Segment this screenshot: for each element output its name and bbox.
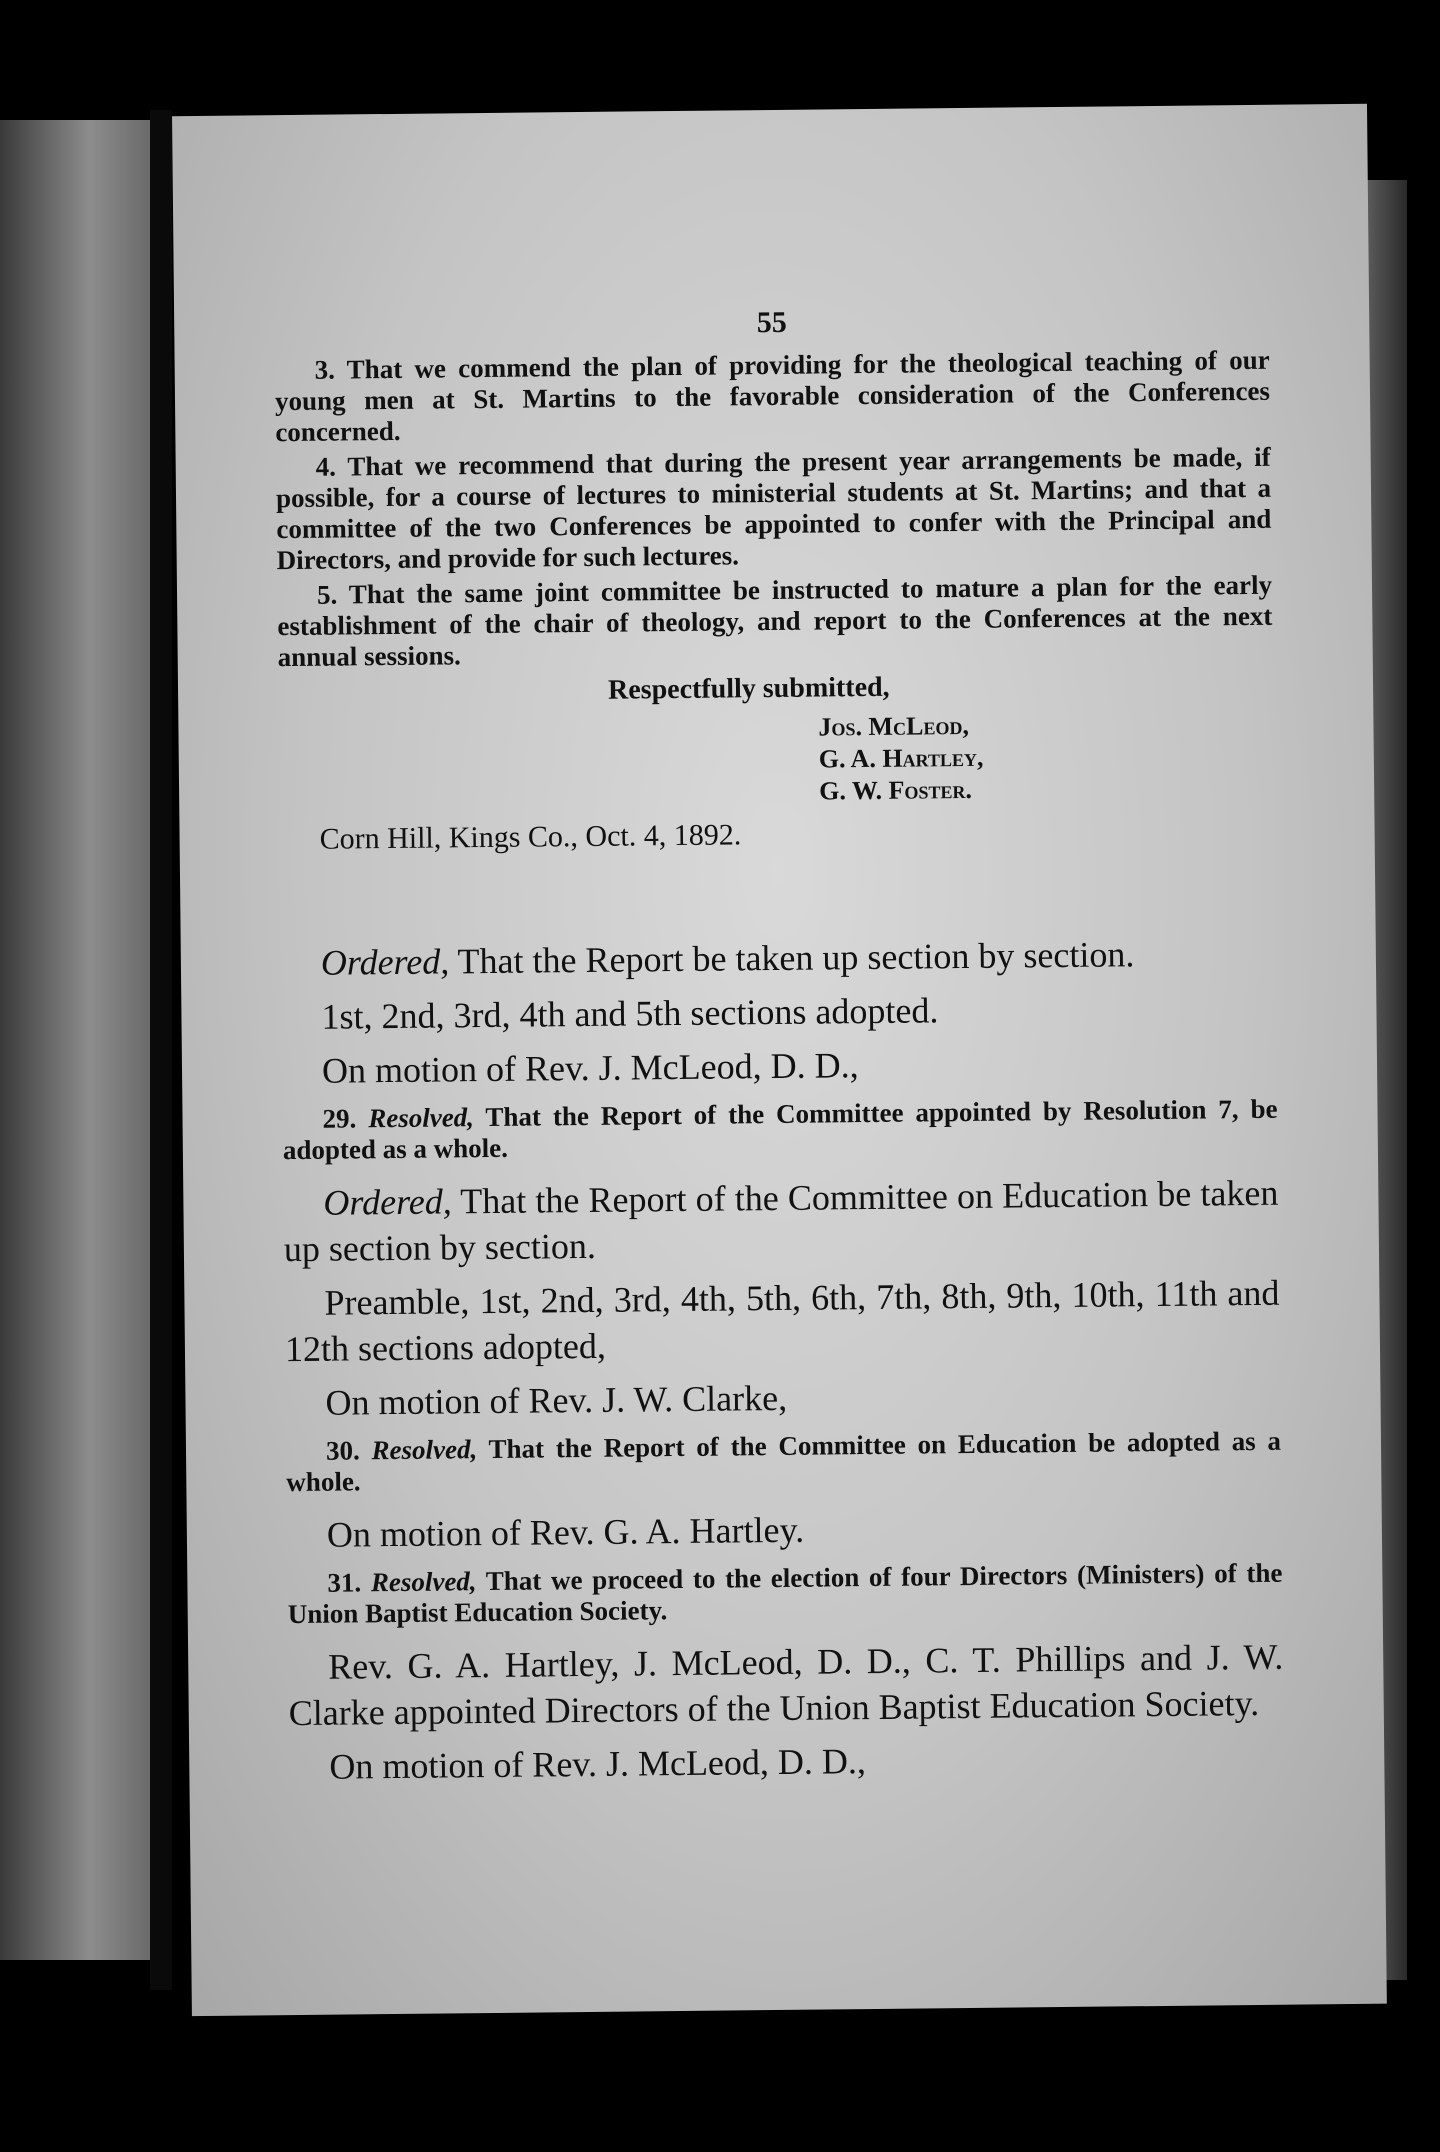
report-item-3: 3. That we commend the plan of providing for the theological teaching of our young men at St. Martins to the favorable consideration of the Conferences concerned. bbox=[274, 344, 1271, 448]
ordered-paragraph-1 bbox=[281, 930, 1276, 986]
ordered-text: That the Report be taken up section by section. bbox=[449, 934, 1135, 982]
signer-1: Jos. McLeod, bbox=[818, 710, 970, 742]
resolution-number: 30. bbox=[325, 1435, 372, 1466]
resolved-label: Resolved, bbox=[370, 1566, 477, 1598]
resolution-text: That the Report of the Committee appointed by Resolution 7, be adopted as a whole. bbox=[282, 1093, 1278, 1166]
resolution-number: 31. bbox=[327, 1567, 372, 1598]
facing-page-edge bbox=[0, 120, 150, 1960]
report-section bbox=[275, 345, 1275, 873]
signer-2: G. A. Hartley, bbox=[818, 742, 984, 774]
ordered-label: Ordered, bbox=[323, 1181, 452, 1223]
resolution-text: That we proceed to the election of four Directors (Ministers) of the Union Baptist Education Society. bbox=[287, 1557, 1283, 1630]
report-item-4: 4. That we recommend that during the present year arrangements be made, if possible, for a course of lectures to ministerial students at St. Martins; and that a committee of the two Conferences be appointed to confer with the Principal and Directors, and provide for such lectures. bbox=[275, 441, 1272, 576]
signers bbox=[278, 707, 1274, 813]
book-gutter bbox=[150, 110, 172, 1990]
resolution-text: That the Report of the Committee on Education be adopted as a whole. bbox=[286, 1425, 1282, 1498]
resolution-30 bbox=[286, 1426, 1282, 1498]
dateline: Corn Hill, Kings Co., Oct. 4, 1892. bbox=[319, 818, 742, 856]
motion-2: On motion of Rev. J. W. Clarke, bbox=[325, 1377, 788, 1423]
motion-4: On motion of Rev. J. McLeod, D. D., bbox=[329, 1741, 867, 1787]
signer-3: G. W. Foster. bbox=[818, 774, 973, 806]
respectfully-submitted: Respectfully submitted, bbox=[607, 671, 890, 706]
resolution-29 bbox=[282, 1094, 1278, 1166]
motion-3: On motion of Rev. G. A. Hartley. bbox=[326, 1509, 805, 1555]
resolution-number: 29. bbox=[322, 1103, 369, 1134]
page-number: 55 bbox=[756, 305, 787, 340]
ordered-paragraph-2 bbox=[283, 1170, 1279, 1272]
resolution-31 bbox=[287, 1558, 1283, 1630]
report-item-5: 5. That the same joint committee be instructed to mature a plan for the early establishment of the chair of theology, and report to the Conferences at the next annual sessions. bbox=[277, 569, 1273, 673]
book-page bbox=[172, 104, 1387, 2016]
ordered-label: Ordered, bbox=[320, 941, 450, 983]
resolved-label: Resolved, bbox=[371, 1434, 478, 1466]
resolved-label: Resolved, bbox=[368, 1102, 475, 1134]
directors-appointed: Rev. G. A. Hartley, J. McLeod, D. D., C. T. Phillips and J. W. Clarke appointed Directors of the Union Baptist Education Society. bbox=[288, 1636, 1284, 1734]
sections-adopted-1: 1st, 2nd, 3rd, 4th and 5th sections adopted. bbox=[321, 990, 939, 1037]
motion-1: On motion of Rev. J. McLeod, D. D., bbox=[321, 1045, 859, 1091]
sections-adopted-2: Preamble, 1st, 2nd, 3rd, 4th, 5th, 6th, 7th, 8th, 9th, 10th, 11th and 12th sections adopted, bbox=[284, 1272, 1280, 1370]
ordered-text: That the Report of the Committee on Education be taken up section by section. bbox=[283, 1172, 1279, 1270]
minutes-section bbox=[281, 930, 1285, 1798]
